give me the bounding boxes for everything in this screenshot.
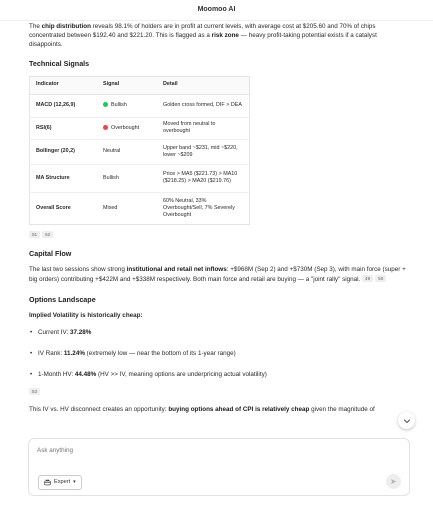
- column-header: Signal: [97, 76, 157, 94]
- signal-cell: Neutral: [97, 139, 157, 164]
- app-header: [0, 0, 433, 21]
- citation-badge[interactable]: 50: [375, 275, 386, 282]
- citation-badge[interactable]: 52: [42, 231, 53, 238]
- indicator-cell: Bollinger (20,2): [30, 139, 98, 164]
- mode-selector[interactable]: [38, 475, 82, 490]
- table-header-row: [30, 76, 250, 94]
- table-row: [30, 117, 250, 139]
- expert-icon: [44, 479, 54, 486]
- list-item: • 1-Month HV: 44.48% (HV >> IV, meaning options are underpricing actual volatility): [29, 370, 406, 379]
- chat-composer: [28, 438, 410, 496]
- table-row: [30, 139, 250, 164]
- detail-cell: Upper band ~$231, mid ~$220, lower ~$209: [157, 139, 250, 164]
- indicator-cell: RSI(6): [30, 117, 98, 139]
- signal-cell: Bullish: [97, 164, 157, 192]
- caret-down-icon: ▾: [73, 478, 76, 485]
- iv-bullet-list: [29, 328, 406, 379]
- indicator-cell: Overall Score: [36, 204, 71, 211]
- detail-cell: Moved from neutral to overbought: [157, 117, 250, 139]
- table-row: [30, 192, 250, 224]
- chip-distribution-paragraph: The chip distribution reveals 98.1% of holders are in profit at current levels, with average cost at $205.60 and 70% of chips concentrated between $192.40 and $221.20. This is flagged as a risk zone — heavy profit-taking potential exists if a catalyst disappoints.: [29, 23, 377, 49]
- scroll-down-button[interactable]: [398, 412, 415, 429]
- list-item: • IV Rank: 11.24% (extremely low — near the bottom of its 1-year range): [29, 349, 406, 358]
- status-dot: [103, 102, 108, 107]
- signal-cell: Mixed: [103, 204, 118, 211]
- detail-cell: Price > MA5 ($221.73) > MA10 ($218.25) > MA20 ($219.76): [157, 164, 250, 192]
- list-item: • Current IV: 37.28%: [29, 328, 406, 337]
- ask-input[interactable]: [37, 447, 377, 454]
- signal-cell: Overbought: [97, 117, 157, 139]
- citation-group: [29, 230, 406, 239]
- indicator-cell: MA Structure: [30, 164, 98, 192]
- options-landscape-heading: Options Landscape: [29, 294, 96, 304]
- column-header: Indicator: [30, 76, 98, 94]
- indicator-cell: MACD (12,26,9): [30, 94, 98, 117]
- citation-badge[interactable]: 49: [362, 275, 373, 282]
- send-button[interactable]: [386, 474, 401, 489]
- app-title: Moomoo AI: [197, 5, 236, 13]
- table-row: [30, 94, 250, 117]
- chevron-down-icon: [403, 417, 411, 425]
- iv-hv-paragraph: This IV vs. HV disconnect creates an opportunity: buying options ahead of CPI is relatively cheap given the magnitude of: [29, 405, 375, 413]
- options-subheading: Implied Volatility is historically cheap:: [29, 312, 143, 320]
- chat-message: [29, 22, 406, 437]
- citation-group: [29, 388, 406, 397]
- column-header: Detail: [157, 76, 250, 94]
- send-icon: [390, 478, 397, 485]
- status-dot: [103, 125, 108, 130]
- signal-cell: Bullish: [97, 94, 157, 117]
- mode-label: Expert: [54, 479, 71, 486]
- capital-flow-paragraph: The last two sessions show strong institutional and retail net inflows: +$968M (Sep 2) and +$730M (Sep 3), with main force (super + big orders) contributing +$422M and +$338M respectively. Both main force and retail are buying — a "joint rally" signal. 49 50: [29, 266, 406, 283]
- detail-cell: Golden cross formed, DIF > DEA: [157, 94, 250, 117]
- detail-cell: 60% Neutral, 33% Overbought/Sell, 7% Severely Overbought: [163, 197, 235, 218]
- capital-flow-heading: Capital Flow: [29, 248, 72, 258]
- technical-signals-heading: Technical Signals: [29, 59, 90, 69]
- citation-badge[interactable]: 53: [29, 388, 40, 395]
- technical-signals-table: [29, 76, 250, 225]
- content-fade: [0, 428, 433, 438]
- table-row: [30, 164, 250, 192]
- citation-badge[interactable]: 51: [29, 231, 40, 238]
